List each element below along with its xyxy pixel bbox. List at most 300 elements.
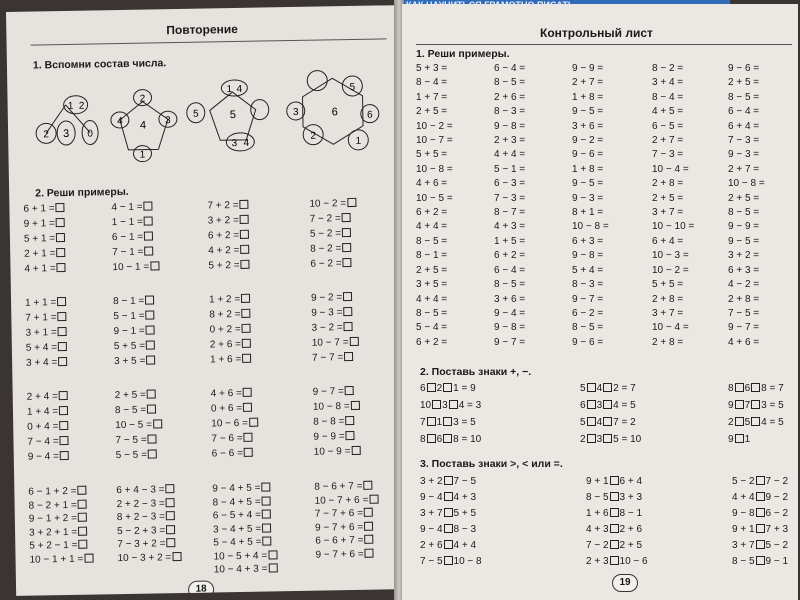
compare-exercise: 9 − 4 4 + 3: [420, 492, 477, 503]
answer-box[interactable]: [342, 243, 351, 252]
sign-box[interactable]: [603, 383, 612, 392]
answer-box[interactable]: [351, 446, 360, 455]
exercise: 7 − 3 =: [494, 192, 526, 204]
exercise: 7 − 2 =: [310, 211, 358, 227]
compare-box[interactable]: [444, 524, 453, 533]
control-column: [494, 62, 525, 350]
exercise: 7 − 7 =: [312, 350, 360, 366]
sign-box[interactable]: [432, 400, 441, 409]
exercise: 7 − 6 =: [211, 431, 259, 447]
compare-box[interactable]: [610, 508, 619, 517]
answer-box[interactable]: [242, 324, 251, 333]
exercise: 4 − 1 =: [111, 199, 159, 215]
signs-exercise: 5 4 2 = 7: [580, 383, 636, 394]
answer-box[interactable]: [143, 201, 152, 210]
compare-box[interactable]: [756, 540, 765, 549]
exercise: 1 + 2 =: [209, 292, 251, 308]
exercise: 6 − 5 =: [652, 120, 684, 132]
sign-box[interactable]: [751, 383, 760, 392]
answer-box[interactable]: [78, 526, 87, 535]
exercise: 8 − 3 =: [494, 106, 526, 118]
compare-box[interactable]: [610, 556, 619, 565]
svg-text:2: 2: [43, 129, 50, 141]
answer-box[interactable]: [244, 448, 253, 457]
sign-box[interactable]: [587, 434, 596, 443]
exercise: 9 − 1 + 2 =: [29, 512, 94, 527]
answer-box[interactable]: [59, 391, 68, 400]
exercise: 2 + 8 =: [652, 293, 684, 305]
exercise-column: [116, 483, 182, 565]
exercise: 6 − 1 + 2 =: [28, 485, 93, 500]
answer-box[interactable]: [342, 228, 351, 237]
sign-box[interactable]: [735, 417, 744, 426]
answer-box[interactable]: [147, 389, 156, 398]
control-column: [572, 62, 609, 350]
exercise: 7 − 5 =: [115, 432, 163, 448]
sign-box[interactable]: [443, 383, 452, 392]
compare-exercise: 2 + 3 10 − 6: [586, 556, 648, 567]
exercise: 8 − 2 =: [310, 241, 358, 257]
title-rule: [31, 38, 387, 45]
answer-box[interactable]: [365, 548, 374, 557]
answer-box[interactable]: [148, 434, 157, 443]
exercise: 6 + 4 =: [652, 235, 684, 247]
answer-box[interactable]: [363, 481, 372, 490]
answer-box[interactable]: [58, 357, 67, 366]
title-rule: [416, 44, 792, 45]
answer-box[interactable]: [239, 200, 248, 209]
page-number-right: 19: [612, 574, 638, 592]
answer-box[interactable]: [55, 203, 64, 212]
exercise: 9 − 6 =: [728, 63, 760, 74]
answer-box[interactable]: [242, 354, 251, 363]
exercise: 7 − 3 =: [652, 149, 684, 161]
signs-exercise: 5 4 7 = 2: [580, 417, 636, 428]
svg-text:4: 4: [243, 137, 250, 149]
exercise: 4 + 4 =: [416, 293, 448, 305]
exercise: 10 − 8 =: [572, 221, 609, 233]
exercise: 9 − 6 =: [572, 149, 604, 161]
exercise: 8 − 1 =: [416, 250, 448, 262]
compare-box[interactable]: [610, 524, 619, 533]
answer-box[interactable]: [144, 216, 153, 225]
exercise: 4 + 6 =: [728, 336, 760, 348]
sign-box[interactable]: [735, 383, 744, 392]
compare-exercise: 7 − 5 10 − 8: [420, 556, 482, 567]
number-composition-diagrams: [27, 67, 389, 173]
answer-box[interactable]: [56, 218, 65, 227]
exercise: 8 − 5 =: [572, 322, 604, 334]
exercise: 4 + 6 =: [211, 386, 259, 402]
answer-box[interactable]: [345, 386, 354, 395]
exercise: 10 − 2 =: [416, 120, 453, 132]
answer-box[interactable]: [342, 213, 351, 222]
control-column: [416, 62, 453, 350]
answer-box[interactable]: [240, 230, 249, 239]
page-number-left: 18: [188, 580, 214, 595]
answer-box[interactable]: [262, 536, 271, 545]
answer-box[interactable]: [364, 508, 373, 517]
exercise: 6 + 1 =: [23, 201, 65, 217]
exercise-column: [313, 384, 362, 460]
answer-box[interactable]: [77, 486, 86, 495]
exercise: 3 + 7 =: [652, 307, 684, 319]
answer-box[interactable]: [241, 309, 250, 318]
exercise: 6 + 2 =: [416, 336, 448, 348]
exercise: 6 − 6 + 7 =: [315, 534, 380, 549]
exercise: 9 − 8 =: [494, 322, 526, 334]
answer-box[interactable]: [59, 421, 68, 430]
exercise: 9 − 4 =: [494, 307, 526, 319]
exercise-column: [211, 386, 260, 462]
exercise: 4 + 3 =: [494, 221, 526, 233]
svg-text:1: 1: [226, 84, 233, 96]
compare-box[interactable]: [756, 508, 765, 517]
svg-text:1: 1: [67, 100, 74, 112]
composition-diagram-4: [110, 89, 177, 162]
answer-box[interactable]: [349, 337, 358, 346]
compare-exercise: 8 − 5 9 − 1: [732, 556, 789, 567]
exercise: 6 − 3 =: [494, 178, 526, 190]
exercise: 3 + 2 + 1 =: [29, 525, 94, 540]
exercise: 10 − 7 =: [416, 135, 453, 147]
exercise: 5 + 2 =: [208, 258, 250, 274]
signs-exercise: 6 2 1 = 9: [420, 383, 476, 394]
exercise: 3 − 4 + 5 =: [213, 522, 278, 537]
exercise: 6 − 4 =: [728, 106, 760, 118]
exercise-column: [28, 485, 94, 567]
answer-box[interactable]: [146, 340, 155, 349]
compare-box[interactable]: [610, 540, 619, 549]
answer-box[interactable]: [268, 550, 277, 559]
answer-box[interactable]: [147, 404, 156, 413]
sign-box[interactable]: [427, 383, 436, 392]
answer-box[interactable]: [145, 295, 154, 304]
answer-box[interactable]: [346, 431, 355, 440]
exercise: 3 + 1 =: [25, 325, 67, 341]
answer-box[interactable]: [146, 325, 155, 334]
answer-box[interactable]: [249, 418, 258, 427]
answer-box[interactable]: [59, 406, 68, 415]
exercise: 10 − 3 + 2 =: [117, 551, 182, 566]
diagram-center: 3: [62, 127, 70, 141]
exercise: 9 − 6 =: [572, 336, 604, 348]
answer-box[interactable]: [344, 322, 353, 331]
compare-box[interactable]: [444, 476, 453, 485]
exercise-column: [25, 295, 68, 371]
exercise: 8 − 8 =: [313, 414, 361, 430]
exercise: 8 − 4 =: [652, 91, 684, 103]
compare-box[interactable]: [444, 556, 453, 565]
compare-box[interactable]: [756, 524, 765, 533]
answer-box[interactable]: [240, 245, 249, 254]
answer-box[interactable]: [262, 523, 271, 532]
answer-box[interactable]: [60, 451, 69, 460]
exercise: 9 − 3 =: [728, 149, 760, 161]
exercise-column: [113, 293, 156, 369]
sign-box[interactable]: [751, 417, 760, 426]
answer-box[interactable]: [58, 327, 67, 336]
exercise: 2 + 7 =: [652, 135, 684, 147]
exercise: 6 − 4 =: [494, 63, 526, 74]
signs-column: [580, 380, 641, 448]
answer-box[interactable]: [369, 494, 378, 503]
exercise: 10 − 10 =: [652, 221, 695, 233]
svg-text:4: 4: [139, 119, 147, 132]
exercise: 1 + 7 =: [416, 91, 448, 103]
signs-exercise: 8 6 8 = 10: [420, 434, 482, 445]
exercise: 3 + 2 =: [728, 250, 760, 262]
answer-box[interactable]: [241, 260, 250, 269]
answer-box[interactable]: [57, 263, 66, 272]
exercise: 10 − 2 =: [309, 196, 357, 212]
sign-box[interactable]: [443, 417, 452, 426]
exercise: 3 + 6 =: [572, 120, 604, 132]
answer-box[interactable]: [345, 416, 354, 425]
exercise: 8 − 6 + 7 =: [314, 480, 379, 495]
compare-box[interactable]: [610, 492, 619, 501]
right-page: [402, 4, 798, 600]
compare-box[interactable]: [756, 492, 765, 501]
answer-box[interactable]: [78, 540, 87, 549]
answer-box[interactable]: [166, 538, 175, 547]
signs-exercise: 2 5 4 = 5: [728, 417, 784, 428]
exercise: 5 − 1 =: [494, 163, 526, 175]
answer-box[interactable]: [342, 258, 351, 267]
exercise: 1 + 4 =: [27, 404, 69, 420]
exercise: 9 − 5 =: [572, 106, 604, 118]
sign-box[interactable]: [751, 400, 760, 409]
answer-box[interactable]: [242, 339, 251, 348]
exercise: 4 − 2 =: [728, 279, 760, 291]
exercise: 5 − 1 =: [113, 308, 155, 324]
answer-box[interactable]: [57, 312, 66, 321]
sign-box[interactable]: [603, 417, 612, 426]
answer-box[interactable]: [241, 294, 250, 303]
answer-box[interactable]: [84, 553, 93, 562]
compare-column: [732, 474, 788, 570]
compare-exercise: 9 − 4 8 − 3: [420, 524, 477, 535]
task3-title-right: 3. Поставь знаки >, < или =.: [420, 458, 563, 470]
svg-text:1: 1: [139, 149, 146, 161]
exercise: 6 − 5 + 4 =: [213, 508, 278, 523]
answer-box[interactable]: [144, 246, 153, 255]
exercise: 9 − 5 =: [728, 235, 760, 247]
exercise: 10 − 8 =: [416, 163, 453, 175]
compare-box[interactable]: [610, 476, 619, 485]
answer-box[interactable]: [172, 552, 181, 561]
exercise: 4 + 4 =: [494, 149, 526, 161]
exercise-column: [209, 292, 252, 368]
sign-box[interactable]: [735, 400, 744, 409]
answer-box[interactable]: [144, 231, 153, 240]
exercise: 5 − 4 + 5 =: [213, 535, 278, 550]
exercise: 9 − 7 =: [728, 322, 760, 334]
answer-box[interactable]: [261, 482, 270, 491]
exercise: 8 − 5 =: [416, 307, 448, 319]
exercise: 2 + 5 =: [416, 106, 448, 118]
compare-box[interactable]: [444, 540, 453, 549]
sign-box[interactable]: [427, 434, 436, 443]
compare-exercise: 4 + 4 9 − 2: [732, 492, 789, 503]
exercise-column: [309, 196, 358, 272]
answer-box[interactable]: [78, 513, 87, 522]
compare-box[interactable]: [756, 476, 765, 485]
exercise: 8 + 2 =: [209, 307, 251, 323]
exercise: 6 + 4 − 3 =: [116, 483, 181, 498]
answer-box[interactable]: [153, 419, 162, 428]
exercise: 2 + 6 =: [494, 91, 526, 103]
answer-box[interactable]: [343, 292, 352, 301]
compare-exercise: 4 + 3 2 + 6: [586, 524, 643, 535]
exercise: 1 + 8 =: [572, 163, 604, 175]
exercise: 9 − 7 + 6 =: [315, 547, 380, 562]
exercise: 2 + 4 =: [27, 389, 69, 405]
answer-box[interactable]: [344, 352, 353, 361]
svg-text:3: 3: [231, 137, 238, 150]
exercise: 9 − 9 =: [572, 63, 604, 74]
exercise: 10 − 4 =: [652, 163, 689, 175]
answer-box[interactable]: [364, 521, 373, 530]
answer-box[interactable]: [56, 248, 65, 257]
answer-box[interactable]: [58, 342, 67, 351]
page-title-left: Повторение: [166, 21, 238, 38]
answer-box[interactable]: [262, 496, 271, 505]
exercise: 10 − 3 =: [652, 250, 689, 262]
exercise: 3 + 5 =: [114, 353, 156, 369]
exercise: 4 + 2 =: [208, 243, 250, 259]
exercise: 3 + 6 =: [494, 293, 526, 305]
exercise: 5 + 1 =: [24, 231, 66, 247]
exercise: 5 − 2 + 3 =: [117, 524, 182, 539]
exercise: 7 − 3 =: [728, 135, 760, 147]
svg-text:2: 2: [139, 93, 146, 105]
exercise: 0 + 6 =: [211, 401, 259, 417]
signs-column: [420, 380, 481, 448]
sign-box[interactable]: [449, 400, 458, 409]
exercise: 8 − 4 =: [416, 77, 448, 89]
svg-text:5: 5: [192, 108, 199, 120]
sign-box[interactable]: [603, 434, 612, 443]
sign-box[interactable]: [587, 383, 596, 392]
exercise: 1 + 5 =: [494, 235, 526, 247]
answer-box[interactable]: [262, 509, 271, 518]
exercise: 7 − 5 =: [728, 307, 760, 319]
exercise: 8 − 5 =: [494, 279, 526, 291]
sign-box[interactable]: [587, 417, 596, 426]
exercise: 8 − 3 =: [572, 279, 604, 291]
exercise: 9 − 1 =: [113, 323, 155, 339]
exercise: 10 − 5 =: [115, 417, 163, 433]
exercise: 3 + 4 =: [652, 77, 684, 89]
answer-box[interactable]: [78, 499, 87, 508]
exercise: 9 − 3 =: [572, 192, 604, 204]
answer-box[interactable]: [165, 484, 174, 493]
exercise: 2 + 5 =: [416, 264, 448, 276]
exercise: 7 + 2 =: [207, 198, 249, 214]
compare-box[interactable]: [444, 492, 453, 501]
compare-box[interactable]: [756, 556, 765, 565]
answer-box[interactable]: [148, 449, 157, 458]
exercise: 2 + 6 =: [210, 337, 252, 353]
exercise: 2 + 8 =: [652, 336, 684, 348]
composition-diagram-6: [286, 70, 379, 152]
exercise: 7 + 1 =: [25, 310, 67, 326]
answer-box[interactable]: [240, 215, 249, 224]
answer-box[interactable]: [244, 433, 253, 442]
exercise: 3 + 2 =: [208, 213, 250, 229]
sign-box[interactable]: [603, 400, 612, 409]
answer-box[interactable]: [60, 436, 69, 445]
exercise: 8 − 2 + 1 =: [29, 498, 94, 513]
svg-text:0: 0: [87, 128, 94, 140]
control-column: [652, 62, 694, 350]
exercise: 2 + 1 =: [24, 246, 66, 262]
exercise: 5 + 5 =: [652, 279, 684, 291]
exercise: 10 − 1 =: [112, 259, 160, 275]
exercise: 6 − 6 =: [212, 446, 260, 462]
answer-box[interactable]: [243, 388, 252, 397]
answer-box[interactable]: [364, 535, 373, 544]
page-title-right: Контрольный лист: [540, 26, 653, 40]
exercise: 9 − 2 =: [311, 290, 359, 306]
exercise: 6 + 2 =: [416, 207, 448, 219]
exercise: 9 − 7 =: [494, 336, 526, 348]
answer-box[interactable]: [347, 198, 356, 207]
sign-box[interactable]: [427, 417, 436, 426]
answer-box[interactable]: [56, 233, 65, 242]
exercise: 7 − 3 + 2 =: [117, 537, 182, 552]
exercise: 10 − 5 + 4 =: [213, 549, 278, 564]
exercise: 8 − 1 =: [113, 293, 155, 309]
signs-exercise: 6 3 4 = 5: [580, 400, 636, 411]
exercise: 10 − 4 =: [652, 322, 689, 334]
answer-box[interactable]: [243, 403, 252, 412]
exercise-column: [212, 481, 278, 577]
sign-box[interactable]: [443, 434, 452, 443]
exercise: 1 + 8 =: [572, 91, 604, 103]
svg-text:6: 6: [366, 109, 373, 121]
exercise: 8 + 2 − 3 =: [117, 510, 182, 525]
answer-box[interactable]: [166, 525, 175, 534]
answer-box[interactable]: [150, 261, 159, 270]
exercise: 6 − 1 =: [112, 229, 160, 245]
sign-box[interactable]: [587, 400, 596, 409]
exercise: 5 − 5 =: [116, 447, 164, 463]
answer-box[interactable]: [57, 297, 66, 306]
answer-box[interactable]: [351, 401, 360, 410]
exercise: 10 − 9 =: [314, 444, 362, 460]
exercise: 1 − 1 =: [112, 214, 160, 230]
exercise-column: [207, 198, 250, 274]
sign-box[interactable]: [735, 434, 744, 443]
answer-box[interactable]: [343, 307, 352, 316]
exercise: 0 + 2 =: [209, 322, 251, 338]
exercise-column: [311, 290, 360, 366]
svg-text:3: 3: [165, 115, 171, 127]
exercise: 9 − 4 =: [28, 449, 70, 465]
answer-box[interactable]: [146, 355, 155, 364]
exercise: 9 − 8 =: [572, 250, 604, 262]
answer-box[interactable]: [166, 511, 175, 520]
exercise: 5 + 4 =: [572, 264, 604, 276]
svg-text:2: 2: [78, 100, 85, 112]
exercise: 2 + 2 − 3 =: [116, 497, 181, 512]
compare-box[interactable]: [444, 508, 453, 517]
answer-box[interactable]: [166, 498, 175, 507]
answer-box[interactable]: [268, 563, 277, 572]
answer-box[interactable]: [145, 310, 154, 319]
